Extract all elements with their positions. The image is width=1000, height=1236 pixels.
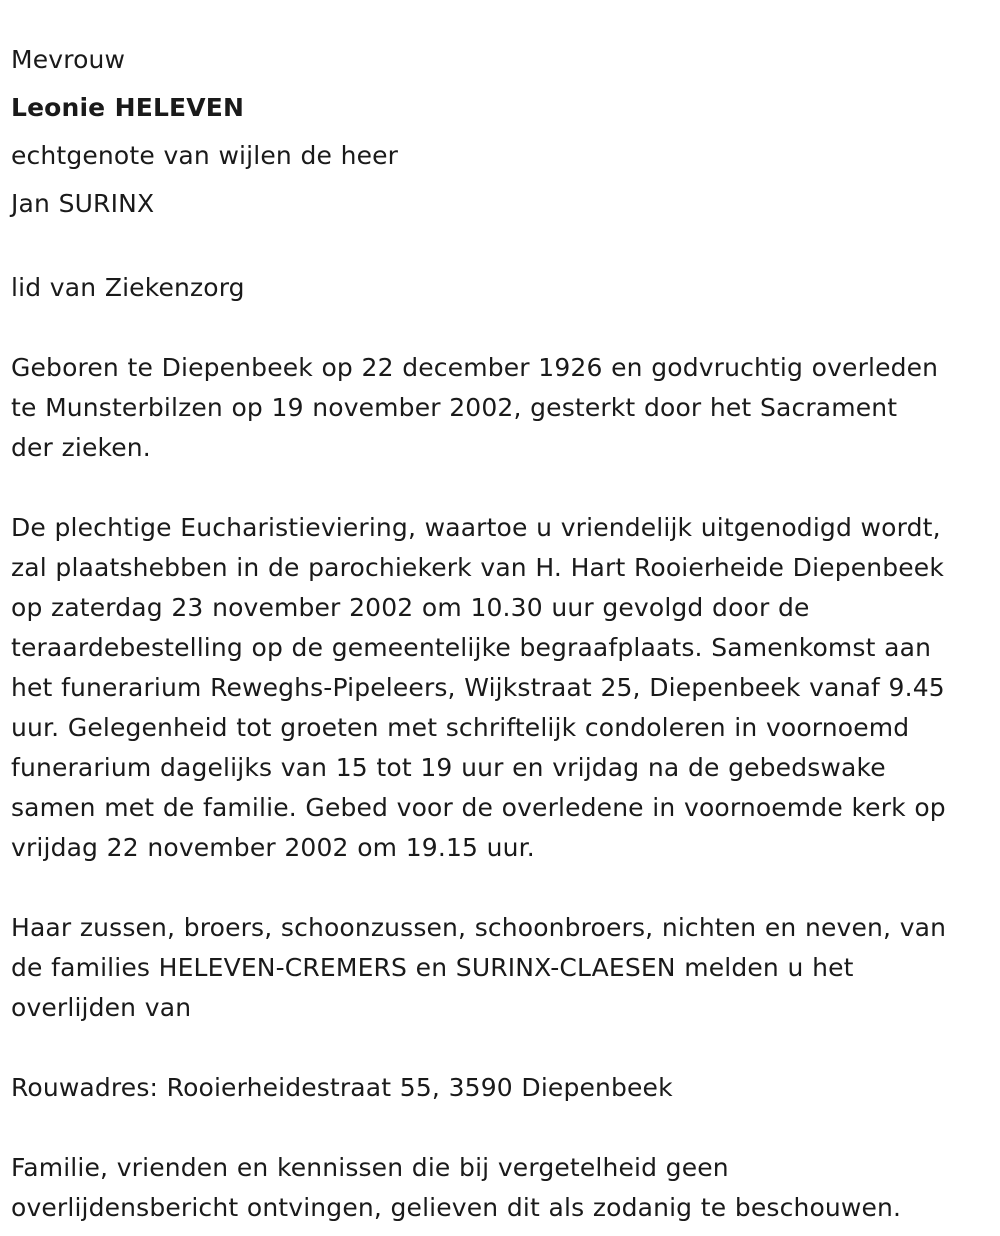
spouse-name: Jan SURINX (11, 189, 155, 218)
paragraph-line: overlijdensbericht ontvingen, gelieven dit als zodanig te beschouwen. (11, 1193, 902, 1222)
spacer (11, 1028, 996, 1068)
paragraph-line: zal plaatshebben in de parochiekerk van H. Hart Rooierheide Diepenbeek (11, 553, 944, 582)
paragraph-line: samen met de familie. Gebed voor de overledene in voornoemde kerk op (11, 793, 946, 822)
salutation: Mevrouw (11, 45, 126, 74)
paragraph-line: overlijden van (11, 993, 192, 1022)
paragraph-line: Familie, vrienden en kennissen die bij vergetelheid geen (11, 1153, 729, 1182)
relation-text: echtgenote van wijlen de heer (11, 141, 399, 170)
deceased-name: Leonie HELEVEN (11, 93, 245, 122)
paragraph-line: vrijdag 22 november 2002 om 19.15 uur. (11, 833, 535, 862)
spacer (11, 1108, 996, 1148)
spacer (11, 468, 996, 508)
spacer (11, 308, 996, 348)
paragraph-line: Haar zussen, broers, schoonzussen, schoonbroers, nichten en neven, van (11, 913, 947, 942)
family-paragraph (11, 908, 996, 1028)
paragraph-line: te Munsterbilzen op 19 november 2002, gesterkt door het Sacrament (11, 393, 898, 422)
closing-paragraph (11, 1148, 996, 1228)
paragraph-line: op zaterdag 23 november 2002 om 10.30 uur gevolgd door de (11, 593, 810, 622)
paragraph-line: funerarium dagelijks van 15 tot 19 uur en vrijdag na de gebedswake (11, 753, 886, 782)
paragraph-line: het funerarium Reweghs-Pipeleers, Wijkstraat 25, Diepenbeek vanaf 9.45 (11, 673, 945, 702)
ceremony-paragraph (11, 508, 996, 868)
membership-text: lid van Ziekenzorg (11, 273, 245, 302)
mourning-address: Rouwadres: Rooierheidestraat 55, 3590 Diepenbeek (11, 1073, 673, 1102)
paragraph-line: teraardebestelling op de gemeentelijke begraafplaats. Samenkomst aan (11, 633, 932, 662)
paragraph-line: der zieken. (11, 433, 151, 462)
paragraph-line: Geboren te Diepenbeek op 22 december 1926 en godvruchtig overleden (11, 353, 939, 382)
spacer (11, 868, 996, 908)
spacer (11, 228, 996, 268)
birth-death-paragraph (11, 348, 996, 468)
paragraph-line: uur. Gelegenheid tot groeten met schriftelijk condoleren in voornoemd (11, 713, 910, 742)
obituary-notice (11, 36, 996, 1228)
paragraph-line: de families HELEVEN-CREMERS en SURINX-CLAESEN melden u het (11, 953, 854, 982)
paragraph-line: De plechtige Eucharistieviering, waartoe u vriendelijk uitgenodigd wordt, (11, 513, 941, 542)
